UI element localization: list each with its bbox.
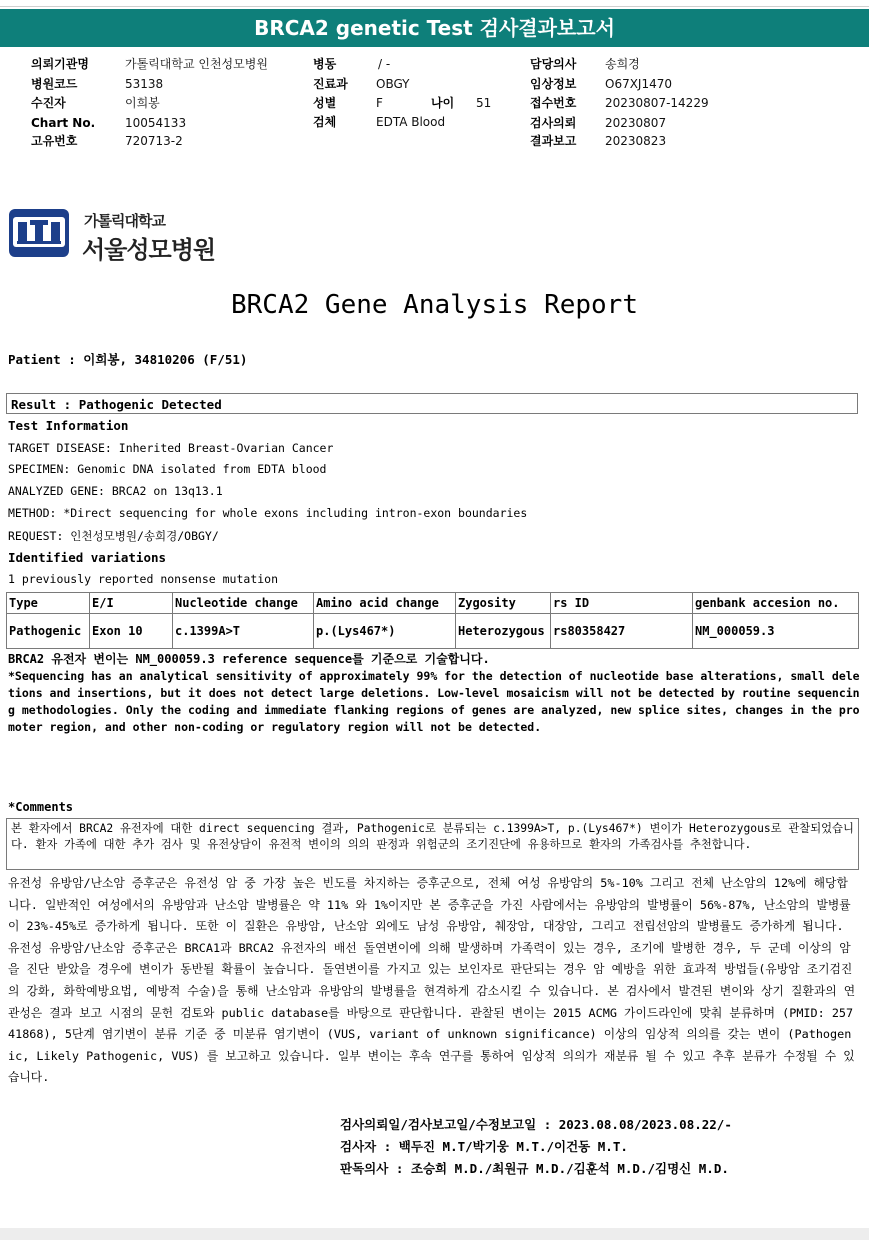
analyzed-gene: ANALYZED GENE: BRCA2 on 13q13.1 <box>8 484 223 498</box>
target-disease: TARGET DISEASE: Inherited Breast-Ovarian Cancer <box>8 441 334 455</box>
signature-doctors: 판독의사 : 조승희 M.D./최원규 M.D./김훈석 M.D./김명신 M.D. <box>340 1161 729 1176</box>
header-label-report-date: 결과보고 <box>530 134 577 148</box>
table-header-cell: rs ID <box>551 593 693 614</box>
sequencing-note: *Sequencing has an analytical sensitivity of approximately 99% for the detection of nucleotide base alterations, small deletions and insertions, but it does not detect large deletions. Low-level mosaicism will not be detected by routine sequencing methodologies. Only the coding and immediate flanking regions of genes are analyzed, new splice sites, changes in the promoter region, and other non-coding or regulatory region will not be detected. <box>8 669 860 734</box>
table-header-row <box>7 593 859 614</box>
header-value-clinical-info: O67XJ1470 <box>605 77 673 91</box>
test-info-heading: Test Information <box>8 418 129 433</box>
result-box <box>6 393 858 414</box>
header-label-patient: 수진자 <box>31 96 66 110</box>
header-label-doctor: 담당의사 <box>530 57 577 71</box>
header-label-department: 진료과 <box>313 77 348 91</box>
header-label-unique-no: 고유번호 <box>31 134 78 148</box>
header-value-ward: / - <box>378 57 391 71</box>
header-value-patient: 이희봉 <box>125 96 160 110</box>
hospital-emblem-icon <box>8 208 70 258</box>
header-value-hospital-code: 53138 <box>125 77 164 91</box>
table-header-cell: E/I <box>90 593 173 614</box>
header-label-institution: 의뢰기관명 <box>31 57 89 71</box>
header-label-hospital-code: 병원코드 <box>31 77 78 91</box>
variations-summary: 1 previously reported nonsense mutation <box>8 572 279 586</box>
report-banner-title: BRCA2 genetic Test 검사결과보고서 <box>0 9 869 47</box>
comments-heading: *Comments <box>8 800 74 814</box>
header-value-doctor: 송희경 <box>605 57 640 71</box>
header-value-department: OBGY <box>376 77 410 91</box>
table-cell: Heterozygous <box>456 614 551 649</box>
comment-box-text: 본 환자에서 BRCA2 유전자에 대한 direct sequencing 결과, Pathogenic로 분류되는 c.1399A>T, p.(Lys467*) 변이가 Heterozygous로 관찰되었습니다. 환자 가족에 대한 추가 검사 및 유전상담이 유전적 변이의 의의 판정과 위험군의 조기진단에 유용하므로 환자의 가족검사를 추천합니다. <box>11 822 854 851</box>
signature-dates: 검사의뢰일/검사보고일/수정보고일 : 2023.08.08/2023.08.22/- <box>340 1117 732 1132</box>
logo-hospital-name: 서울성모병원 <box>82 236 216 264</box>
header-label-ward: 병동 <box>313 57 337 71</box>
header-value-chart-no: 10054133 <box>125 116 187 130</box>
table-header-cell: Type <box>7 593 90 614</box>
table-cell: rs80358427 <box>551 614 693 649</box>
table-header-cell: genbank accesion no. <box>693 593 859 614</box>
table-cell: NM_000059.3 <box>693 614 859 649</box>
footer-bar <box>0 1228 869 1240</box>
table-header-cell: Zygosity <box>456 593 551 614</box>
method-info: METHOD: *Direct sequencing for whole exons including intron-exon boundaries <box>8 506 528 520</box>
request-info: REQUEST: 인천성모병원/송희경/OBGY/ <box>8 529 219 543</box>
variations-table <box>6 592 859 649</box>
table-cell: Exon 10 <box>90 614 173 649</box>
header-value-unique-no: 720713-2 <box>125 134 183 148</box>
header-value-request-date: 20230807 <box>605 116 667 130</box>
table-cell: Pathogenic <box>7 614 90 649</box>
header-value-sex: F <box>376 96 383 110</box>
comment-box <box>6 818 859 870</box>
header-label-sex: 성별 <box>313 96 337 110</box>
header-label-specimen: 검체 <box>313 115 337 129</box>
header-label-request-date: 검사의뢰 <box>530 116 577 130</box>
signature-testers: 검사자 : 백두진 M.T/박기웅 M.T./이건동 M.T. <box>340 1139 628 1154</box>
header-value-institution: 가톨릭대학교 인천성모병원 <box>125 57 268 71</box>
header-value-report-date: 20230823 <box>605 134 667 148</box>
report-title: BRCA2 Gene Analysis Report <box>231 290 638 320</box>
reference-note: BRCA2 유전자 변이는 NM_000059.3 reference sequence를 기준으로 기술합니다. <box>8 652 490 666</box>
comment-body: 유전성 유방암/난소암 증후군은 유전성 암 중 가장 높은 빈도를 차지하는 증후군으로, 전체 여성 유방암의 5%-10% 그리고 전체 난소암의 12%에 해당합니다. 일반적인 여성에서의 유방암과 난소암 발병률은 약 11% 와 1%이지만 본 증후군을 가진 사람에서는 유방암의 발병률이 56%-87%, 난소암의 발병률이 23%-45%로 증가하게 됩니다. 또한 이 질환은 유방암, 난소암 외에도 남성 유방암, 췌장암, 대장암, 그리고 전립선암의 발병률도 증가하게 됩니다. 유전성 유방암/난소암 증후군은 BRCA1과 BRCA2 유전자의 배선 돌연변이에 의해 발생하며 가족력이 있는 경우, 조기에 발병한 경우, 두 군데 이상의 암을 진단 받았을 경우에 변이가 동반될 확률이 높습니다. 돌연변이를 가지고 있는 보인자로 판단되는 경우 암 예방을 위한 효과적 방법들(유방암 조기검진의 강화, 화학예방요법, 예방적 수술)을 통해 난소암과 유방암의 발병률을 현격하게 감소시킬 수 있습니다. 본 검사에서 발견된 변이와 상기 질환과의 연관성은 결과 보고 시점의 문헌 검토와 public database를 바탕으로 판단합니다. 관찰된 변이는 2015 ACMG 가이드라인에 맞춰 분류하며 (PMID: 25741868), 5단계 염기변이 분류 기준 중 미분류 염기변이 (VUS, variant of unknown significance) 이상의 임상적 의의를 갖는 변이 (Pathogenic, Likely Pathogenic, VUS) 를 보고하고 있습니다. 일부 변이는 후속 연구를 통하여 임상적 의의가 재분류 될 수 있고 추후 분류가 수정될 수 있습니다. <box>8 876 856 1085</box>
variations-heading: Identified variations <box>8 550 167 565</box>
header-label-age: 나이 <box>431 96 455 110</box>
table-header-cell: Amino acid change <box>314 593 456 614</box>
header-label-chart-no: Chart No. <box>31 116 96 130</box>
table-header-cell: Nucleotide change <box>173 593 314 614</box>
header-label-receipt-no: 접수번호 <box>530 96 577 110</box>
header-value-specimen: EDTA Blood <box>376 115 446 129</box>
top-border <box>0 0 869 7</box>
patient-line: Patient : 이희봉, 34810206 (F/51) <box>8 352 248 367</box>
logo-university-name: 가톨릭대학교 <box>84 212 165 230</box>
header-value-receipt-no: 20230807-14229 <box>605 96 709 110</box>
table-cell: c.1399A>T <box>173 614 314 649</box>
table-cell: p.(Lys467*) <box>314 614 456 649</box>
header-label-clinical-info: 임상정보 <box>530 77 577 91</box>
table-row <box>7 614 859 649</box>
result-text: Result : Pathogenic Detected <box>11 397 222 412</box>
header-value-age: 51 <box>476 96 492 110</box>
specimen-info: SPECIMEN: Genomic DNA isolated from EDTA blood <box>8 462 327 476</box>
